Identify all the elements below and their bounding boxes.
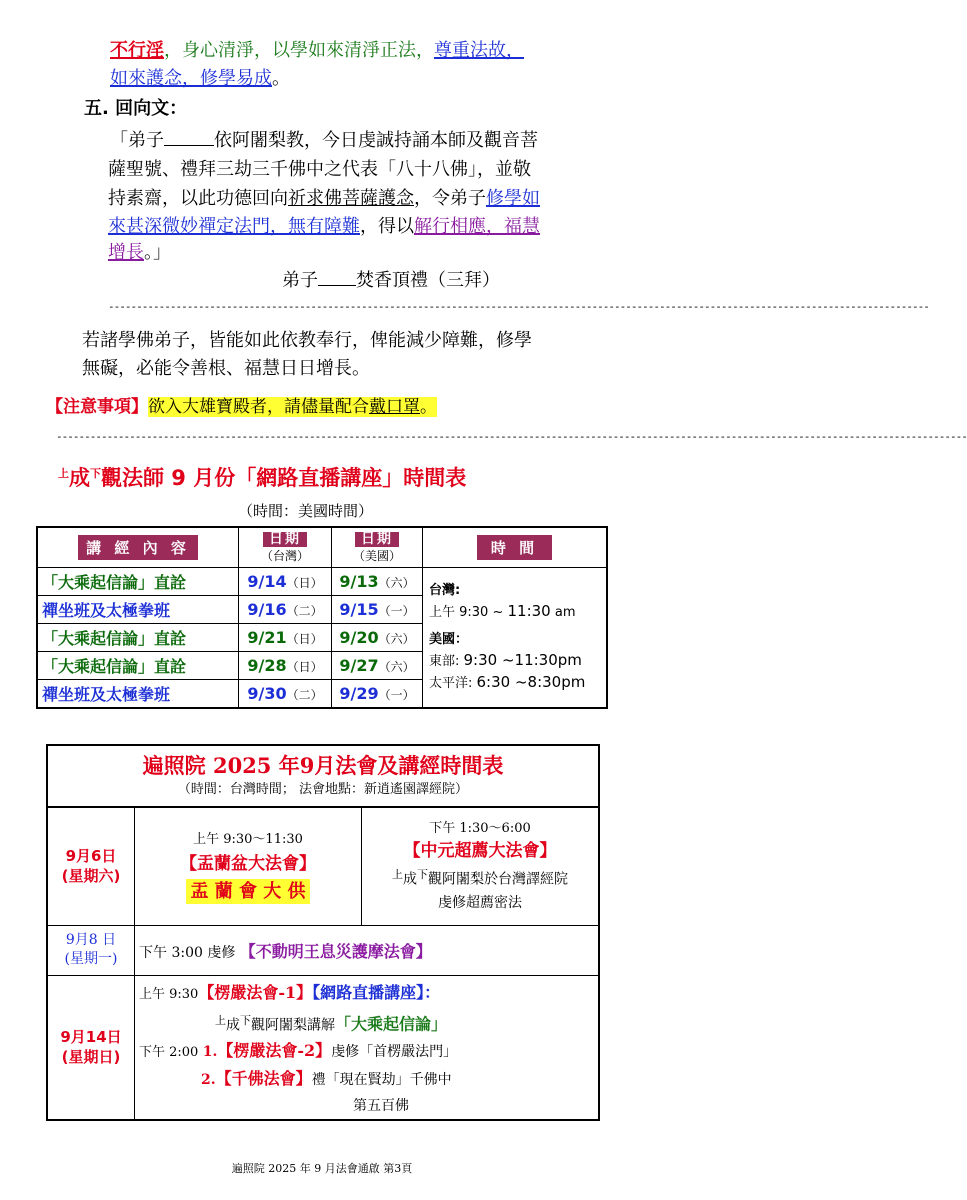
dedication-line-1: [110, 126, 610, 155]
time-info-cell: [423, 567, 608, 708]
lt-sup1: 上: [58, 467, 69, 480]
d1-left-event: 【盂蘭盆大法會】: [180, 854, 316, 875]
row-tw-date: 9/30: [247, 683, 287, 703]
row-subject: 「大乘起信論」直詮: [37, 567, 239, 595]
hdr-us-cell: [332, 527, 423, 567]
d1-left-main: 盂 蘭 會 大 供: [186, 879, 309, 904]
row-tw-date: 9/16: [247, 599, 287, 619]
ded-p4c: 解行相應，福慧: [414, 216, 540, 237]
d3-line1: [139, 980, 598, 1008]
d3-week: (星期日): [61, 1048, 121, 1067]
d3-l2-event: 「大乘起信論」: [335, 1014, 448, 1034]
notice: [46, 394, 437, 420]
d1-date: 9月6日: [65, 847, 117, 866]
d3-date-cell: [47, 975, 135, 1120]
d1-week: (星期六): [61, 867, 121, 886]
row-tw-day: （日）: [286, 575, 323, 590]
top-respect: 尊重法故，: [434, 40, 524, 61]
row-us-day: （六）: [378, 575, 415, 590]
row-us-date: 9/27: [339, 655, 379, 675]
d3-l1-b: 【網路直播講座】：: [312, 982, 441, 1002]
east-prefix: 東部:: [429, 654, 464, 669]
dharma-title-row: [47, 745, 599, 807]
d1-left-time: 上午 9:30～11:30: [193, 832, 303, 848]
hdr-content-cell: [37, 527, 239, 567]
dedication-line-5: [108, 238, 608, 267]
d1-right-event: 【中元超薦大法會】: [403, 841, 557, 862]
row-us: [332, 651, 423, 679]
tw-time-suffix: am: [550, 605, 576, 620]
d3-l4-rest: 禮「現在賢劫」千佛中: [311, 1072, 452, 1089]
d3-l3-event: 【楞嚴法會-2】: [217, 1041, 332, 1061]
d1-right-line1: [362, 863, 598, 892]
d3-date: 9月14日: [60, 1028, 122, 1047]
ded-p5b: 。」: [144, 242, 171, 263]
row-us: [332, 595, 423, 623]
row-us: [332, 623, 423, 651]
ded-p4a: 來甚深微妙禪定法門，無有障難: [108, 216, 360, 237]
row-tw: [239, 623, 332, 651]
lecture-table: [36, 526, 608, 709]
page-footer: 遍照院 2025 年 9 月法會通啟 第3頁: [231, 1162, 413, 1175]
d3-sup1: 上: [215, 1013, 226, 1027]
row-tw: [239, 595, 332, 623]
notice-mask: 戴口罩: [369, 397, 420, 417]
d2-time: 下午 3:00 虔修: [139, 944, 236, 961]
row-subject: 「大乘起信論」直詮: [37, 651, 239, 679]
d3-l3-rest: 虔修「首楞嚴法門」: [331, 1044, 458, 1061]
d3-l3-num: 1.: [202, 1044, 218, 1061]
hdr-us-sub: （美國）: [352, 549, 401, 564]
dedication-signature: [282, 266, 612, 295]
dharma-title-cell: [47, 745, 599, 807]
tw-time-main: 11:30: [507, 602, 551, 620]
row-subject: 禪坐班及太極拳班: [37, 595, 239, 623]
dharma-table: [46, 744, 600, 1121]
divider-1: --------------------------------------------------------------------------------------------------------------------------------------------------: [108, 300, 929, 313]
ded-p3d: 修學如: [486, 188, 540, 209]
d3-l2-rest: 觀阿闍梨講解: [251, 1017, 335, 1034]
row-us-day: （一）: [378, 687, 415, 702]
ded-p3b: 祈求佛菩薩護念: [288, 188, 414, 209]
dharma-subtitle: （時間：台灣時間； 法會地點：新逍遙園譯經院）: [177, 782, 469, 797]
notice-text-a: 欲入大雄寶殿者，請儘量配合: [148, 397, 369, 417]
d1-right-cell: [362, 807, 600, 925]
row-tw-day: （二）: [286, 687, 323, 702]
d3-l3-time: 下午 2:00: [139, 1045, 199, 1061]
hdr-time-cell: [423, 527, 608, 567]
dedication-line-3: [108, 184, 608, 213]
d1-cheng: 成: [403, 872, 417, 889]
d2-date: 9月8 日: [65, 932, 117, 948]
d3-l4-num: 2.: [201, 1072, 216, 1089]
notice-label: 【注意事項】: [46, 397, 148, 417]
row-tw: [239, 679, 332, 708]
row-tw-day: （日）: [286, 631, 323, 646]
lecture-subtitle: （時間：美國時間）: [238, 502, 374, 520]
hdr-tw-sub: （台灣）: [260, 549, 309, 564]
d1-left-main-wrap: [135, 880, 361, 904]
d1-date-cell: [47, 807, 135, 925]
row-tw-date: 9/21: [247, 627, 287, 647]
ded-p1b: 依阿闍梨教，今日虔誠持誦本師及觀音菩: [214, 130, 538, 151]
d1-right-line2: 虔修超薦密法: [438, 895, 522, 912]
top-line-2: [110, 64, 610, 93]
row-subject: 「大乘起信論」直詮: [37, 623, 239, 651]
d2-event: 【不動明王息災護摩法會】: [239, 941, 432, 961]
row-tw-date: 9/14: [247, 571, 287, 591]
para-line-1: 若諸學佛弟子，皆能如此依教奉行，俾能減少障難，修學: [82, 330, 532, 351]
ded-p1: 「弟子: [110, 130, 164, 151]
ded-p5a: 增長: [108, 242, 144, 263]
east-time: [429, 650, 606, 672]
d3-cheng: 成: [226, 1017, 240, 1034]
row-us-day: （六）: [378, 659, 415, 674]
row-subject: 禪坐班及太極拳班: [37, 679, 239, 708]
d1-rest: 觀阿闍梨於台灣譯經院: [428, 872, 568, 889]
hdr-content: 講 經 內 容: [78, 535, 198, 560]
d1-sup1: 上: [392, 868, 403, 882]
lt-sup2: 下: [90, 467, 101, 480]
notice-text: [148, 397, 437, 417]
name-blank: [164, 131, 214, 146]
d3-l1-a: 【楞嚴法會-1】: [198, 982, 313, 1002]
east-time-value: 9:30 ~11:30pm: [463, 651, 582, 669]
row-us-date: 9/15: [339, 599, 379, 619]
top-text: ，身心清淨，以學如來清淨正法，: [164, 40, 434, 61]
dedication-line-2: 薩聖號、禮拜三劫三千佛中之代表「八十八佛」，並敬: [108, 159, 531, 180]
d1-sup2: 下: [417, 868, 428, 882]
top-period: 。: [272, 68, 290, 89]
d3-content-cell: [135, 975, 600, 1120]
top-protect: 如來護念，修學易成: [110, 68, 272, 89]
us-label: 美國：: [429, 632, 469, 647]
lt-cheng: 成: [69, 466, 90, 490]
lecture-header-row: [37, 527, 607, 567]
hdr-tw-cell: [239, 527, 332, 567]
row-us-date: 9/29: [339, 683, 379, 703]
dharma-row-sep6: [47, 807, 599, 925]
row-us-date: 9/20: [339, 627, 379, 647]
lt-rest: 觀法師 9 月份「網路直播講座」時間表: [101, 466, 467, 490]
sign-a: 弟子: [282, 270, 318, 291]
row-tw: [239, 651, 332, 679]
row-tw-day: （二）: [286, 603, 323, 618]
lecture-row: [37, 567, 607, 595]
d2-content-cell: [135, 925, 600, 975]
dharma-row-sep14: [47, 975, 599, 1120]
row-us-date: 9/13: [339, 571, 379, 591]
d3-line2: [139, 1008, 598, 1039]
dharma-title: 遍照院 2025 年9月法會及講經時間表: [142, 753, 504, 778]
sign-blank: [318, 271, 356, 286]
lecture-title: [58, 462, 466, 492]
hdr-us: 日期: [355, 532, 399, 547]
tw-time-prefix: 上午 9:30 ~: [429, 605, 508, 620]
ded-p3c: ，令弟子: [414, 188, 486, 209]
d3-sup2: 下: [240, 1013, 251, 1027]
row-us: [332, 567, 423, 595]
d3-l4-event: 【千佛法會】: [215, 1069, 312, 1089]
d3-line4: [139, 1066, 598, 1093]
top-no-lust: 不行淫: [110, 40, 164, 61]
dharma-row-sep8: [47, 925, 599, 975]
d1-right-time: 下午 1:30～6:00: [429, 821, 531, 837]
tw-label: 台灣:: [429, 583, 461, 598]
pac-time: [429, 672, 606, 694]
ded-p3a: 持素齋，以此功德回向: [108, 188, 288, 209]
dedication-line-4: [108, 212, 608, 241]
d1-left-cell: [135, 807, 362, 925]
divider-2: ------------------------------------------------------------------------------------------------------------------------------------------------------------------: [56, 430, 967, 443]
section5-title: 五. 回向文：: [84, 98, 188, 119]
ded-p4b: ，得以: [360, 216, 414, 237]
tw-time: [429, 601, 606, 623]
row-us-day: （六）: [378, 631, 415, 646]
notice-text-c: 。: [420, 397, 437, 417]
d2-week: (星期一): [64, 951, 118, 967]
row-us-day: （一）: [378, 603, 415, 618]
top-line-1: [110, 36, 610, 65]
d3-l1-time: 上午 9:30: [139, 986, 199, 1002]
row-tw-day: （日）: [286, 659, 323, 674]
sign-b: 焚香頂禮（三拜）: [356, 270, 500, 291]
row-tw-date: 9/28: [247, 655, 287, 675]
para-line-2: 無礙，必能令善根、福慧日日增長。: [82, 358, 370, 379]
row-us: [332, 679, 423, 708]
d2-date-cell: [47, 925, 135, 975]
row-tw: [239, 567, 332, 595]
hdr-tw: 日期: [263, 532, 307, 547]
pac-prefix: 太平洋:: [429, 676, 477, 691]
hdr-time: 時 間: [477, 535, 552, 560]
d3-line3: [139, 1038, 598, 1066]
d3-line5: 第五百佛: [353, 1098, 409, 1115]
pac-time-value: 6:30 ~8:30pm: [476, 673, 586, 691]
